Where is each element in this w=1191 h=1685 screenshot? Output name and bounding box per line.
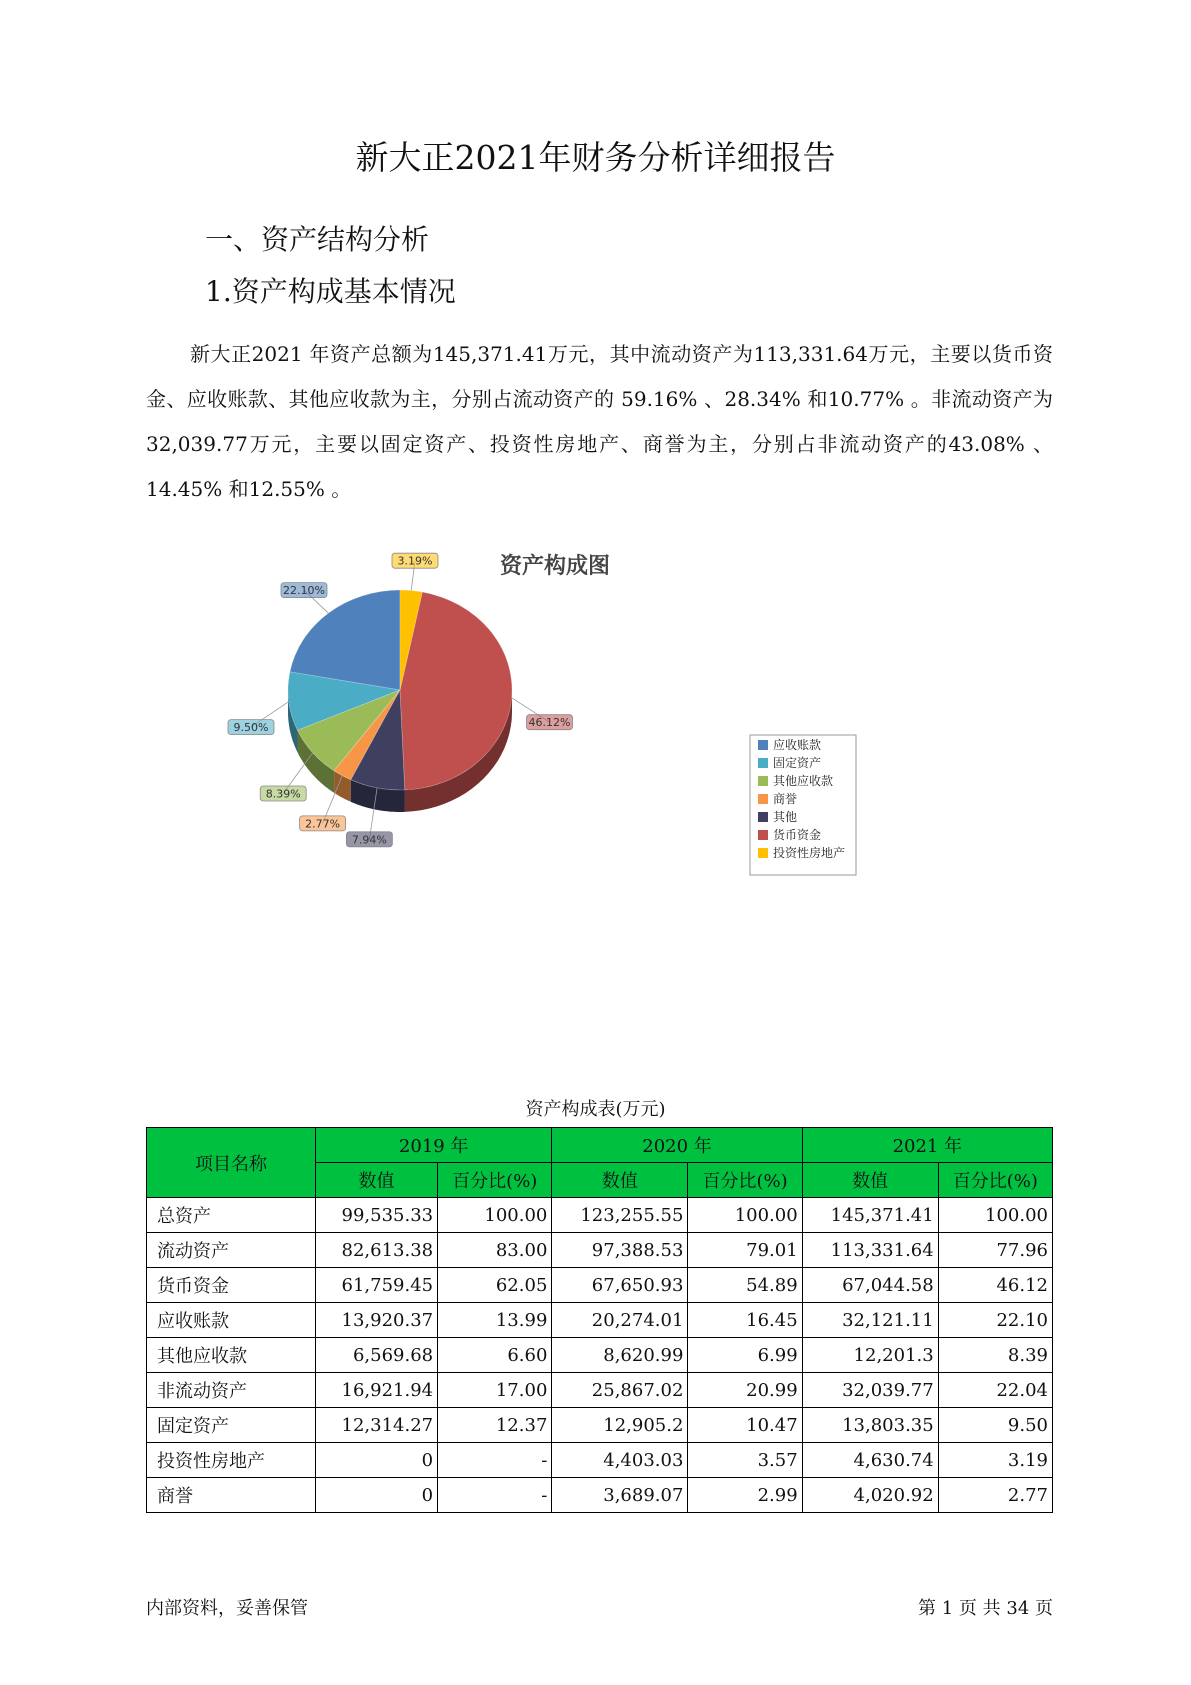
legend-label: 商誉 — [773, 792, 798, 806]
pie-data-label: 9.50% — [233, 721, 269, 735]
percent-cell: - — [438, 1443, 552, 1478]
percent-cell: 79.01 — [688, 1233, 802, 1268]
table-row — [147, 1303, 1053, 1338]
table-row — [147, 1198, 1053, 1233]
percent-cell: 77.96 — [938, 1233, 1052, 1268]
value-cell: 12,201.3 — [802, 1338, 938, 1373]
header-year-2019: 2019 年 — [316, 1128, 552, 1163]
header-value: 数值 — [552, 1163, 688, 1198]
value-cell: 25,867.02 — [552, 1373, 688, 1408]
value-cell: 97,388.53 — [552, 1233, 688, 1268]
percent-cell: 100.00 — [688, 1198, 802, 1233]
percent-cell: 13.99 — [438, 1303, 552, 1338]
asset-table — [146, 1127, 1053, 1513]
legend-label: 货币资金 — [773, 828, 822, 842]
value-cell: 123,255.55 — [552, 1198, 688, 1233]
value-cell: 0 — [316, 1478, 438, 1513]
legend-label: 固定资产 — [773, 756, 822, 770]
percent-cell: 22.04 — [938, 1373, 1052, 1408]
percent-cell: 6.99 — [688, 1338, 802, 1373]
row-label: 货币资金 — [147, 1268, 316, 1303]
table-row — [147, 1338, 1053, 1373]
legend-swatch — [758, 776, 768, 786]
value-cell: 145,371.41 — [802, 1198, 938, 1233]
percent-cell: 22.10 — [938, 1303, 1052, 1338]
row-label: 商誉 — [147, 1478, 316, 1513]
value-cell: 6,569.68 — [316, 1338, 438, 1373]
legend-swatch — [758, 812, 768, 822]
legend-swatch — [758, 758, 768, 768]
percent-cell: - — [438, 1478, 552, 1513]
value-cell: 13,803.35 — [802, 1408, 938, 1443]
percent-cell: 9.50 — [938, 1408, 1052, 1443]
header-pct: 百分比(%) — [938, 1163, 1052, 1198]
header-value: 数值 — [802, 1163, 938, 1198]
row-label: 投资性房地产 — [147, 1443, 316, 1478]
row-label: 其他应收款 — [147, 1338, 316, 1373]
percent-cell: 20.99 — [688, 1373, 802, 1408]
table-row — [147, 1478, 1053, 1513]
header-pct: 百分比(%) — [438, 1163, 552, 1198]
value-cell: 12,314.27 — [316, 1408, 438, 1443]
table-row — [147, 1443, 1053, 1478]
percent-cell: 2.77 — [938, 1478, 1052, 1513]
value-cell: 67,044.58 — [802, 1268, 938, 1303]
value-cell: 4,020.92 — [802, 1478, 938, 1513]
summary-paragraph: 新大正2021 年资产总额为145,371.41万元，其中流动资产为113,331.64万元，主要以货币资金、应收账款、其他应收款为主，分别占流动资产的 59.16% 、28.34% 和10.77% 。非流动资产为32,039.77万元，主要以固定资产、投资性房地产、商誉为主，分别占非流动资产的43.08% 、14.45% 和12.55% 。 — [146, 342, 1053, 501]
value-cell: 12,905.2 — [552, 1408, 688, 1443]
value-cell: 61,759.45 — [316, 1268, 438, 1303]
pie-data-label: 3.19% — [397, 554, 433, 568]
percent-cell: 12.37 — [438, 1408, 552, 1443]
percent-cell: 54.89 — [688, 1268, 802, 1303]
header-item-name: 项目名称 — [147, 1128, 316, 1198]
pie-data-label: 7.94% — [351, 833, 387, 847]
legend-swatch — [758, 848, 768, 858]
legend-swatch — [758, 794, 768, 804]
row-label: 总资产 — [147, 1198, 316, 1233]
legend-label: 其他 — [773, 810, 798, 824]
value-cell: 4,630.74 — [802, 1443, 938, 1478]
table-body — [147, 1198, 1053, 1513]
table-row — [147, 1373, 1053, 1408]
value-cell: 32,039.77 — [802, 1373, 938, 1408]
value-cell: 16,921.94 — [316, 1373, 438, 1408]
percent-cell: 46.12 — [938, 1268, 1052, 1303]
percent-cell: 3.57 — [688, 1443, 802, 1478]
legend-label: 投资性房地产 — [773, 846, 846, 860]
value-cell: 8,620.99 — [552, 1338, 688, 1373]
percent-cell: 8.39 — [938, 1338, 1052, 1373]
value-cell: 20,274.01 — [552, 1303, 688, 1338]
value-cell: 4,403.03 — [552, 1443, 688, 1478]
value-cell: 3,689.07 — [552, 1478, 688, 1513]
document-title: 新大正2021年财务分析详细报告 — [355, 138, 836, 177]
table-row — [147, 1408, 1053, 1443]
percent-cell: 100.00 — [938, 1198, 1052, 1233]
legend-label: 应收账款 — [773, 738, 822, 752]
value-cell: 67,650.93 — [552, 1268, 688, 1303]
header-year-2020: 2020 年 — [552, 1128, 802, 1163]
pie-data-label: 22.10% — [283, 584, 325, 598]
percent-cell: 6.60 — [438, 1338, 552, 1373]
legend-swatch — [758, 830, 768, 840]
percent-cell: 10.47 — [688, 1408, 802, 1443]
header-pct: 百分比(%) — [688, 1163, 802, 1198]
subsection-heading: 1.资产构成基本情况 — [205, 275, 456, 308]
footer-note: 内部资料，妥善保管 — [146, 1598, 308, 1619]
value-cell: 99,535.33 — [316, 1198, 438, 1233]
asset-pie-chart — [200, 545, 900, 905]
percent-cell: 62.05 — [438, 1268, 552, 1303]
row-label: 应收账款 — [147, 1303, 316, 1338]
header-year-2021: 2021 年 — [802, 1128, 1052, 1163]
pie-data-label: 8.39% — [265, 787, 301, 801]
page-number: 第 1 页 共 34 页 — [918, 1598, 1053, 1619]
row-label: 流动资产 — [147, 1233, 316, 1268]
legend-swatch — [758, 740, 768, 750]
percent-cell: 3.19 — [938, 1443, 1052, 1478]
percent-cell: 83.00 — [438, 1233, 552, 1268]
value-cell: 113,331.64 — [802, 1233, 938, 1268]
header-value: 数值 — [316, 1163, 438, 1198]
table-caption: 资产构成表(万元) — [525, 1099, 666, 1120]
pie-data-label: 46.12% — [528, 716, 571, 730]
value-cell: 32,121.11 — [802, 1303, 938, 1338]
percent-cell: 17.00 — [438, 1373, 552, 1408]
row-label: 固定资产 — [147, 1408, 316, 1443]
legend-label: 其他应收款 — [773, 774, 834, 788]
pie-data-label: 2.77% — [305, 817, 341, 831]
chart-legend — [750, 735, 856, 875]
percent-cell: 100.00 — [438, 1198, 552, 1233]
value-cell: 0 — [316, 1443, 438, 1478]
percent-cell: 2.99 — [688, 1478, 802, 1513]
table-row — [147, 1233, 1053, 1268]
percent-cell: 16.45 — [688, 1303, 802, 1338]
chart-title: 资产构成图 — [499, 554, 611, 579]
value-cell: 13,920.37 — [316, 1303, 438, 1338]
row-label: 非流动资产 — [147, 1373, 316, 1408]
section-heading: 一、资产结构分析 — [205, 223, 430, 256]
pie-slices — [288, 590, 512, 790]
table-row — [147, 1268, 1053, 1303]
value-cell: 82,613.38 — [316, 1233, 438, 1268]
